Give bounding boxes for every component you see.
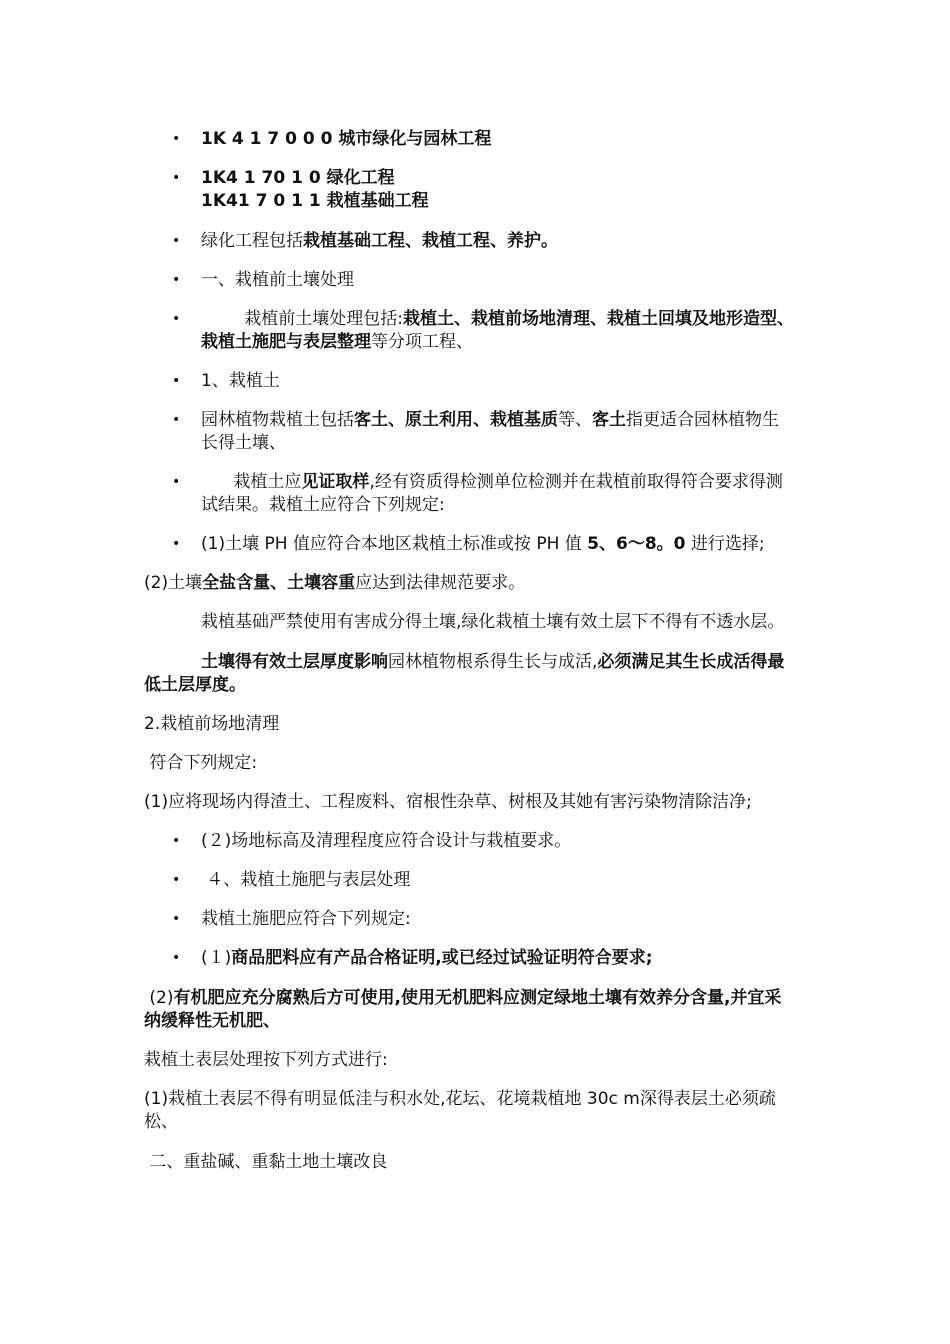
heading-1k417010: 1K4 1 70 1 0 绿化工程 [201,168,395,188]
paragraph-cont: 试结果。栽植土应符合下列规定: [201,495,445,515]
bullet: • [172,311,181,327]
rule-1: (1)土壤 PH 值应符合本地区栽植土标准或按 PH 值 5、6～8。0 进行选择; [201,534,765,554]
bullet: • [172,474,181,490]
paragraph-cont: 纳缓释性无机肥、 [144,1011,280,1031]
bullet: • [172,131,181,147]
bullet: • [172,373,181,389]
paragraph: 栽植基础严禁使用有害成分得土壤,绿化栽植土壤有效土层下不得有不透水层。 [201,612,785,632]
paragraph: 栽植土施肥应符合下列规定: [201,909,411,929]
bullet: • [172,170,181,186]
paragraph-cont: 长得土壤、 [201,433,286,453]
subsection-heading: 1、栽植土 [201,371,280,391]
paragraph: 符合下列规定: [144,753,258,773]
heading-1k417011: 1K41 7 0 1 1 栽植基础工程 [201,191,429,211]
bullet: • [172,950,181,966]
paragraph-cont: 低土层厚度。 [144,675,246,695]
paragraph: 绿化工程包括栽植基础工程、栽植工程、养护。 [201,231,558,251]
rule-1: (1)应将现场内得渣土、工程废料、宿根性杂草、树根及其她有害污染物清除洁净; [144,792,752,812]
bullet: • [172,272,181,288]
subsection-heading: 2.栽植前场地清理 [144,714,280,734]
bullet: • [172,536,181,552]
subsection-heading: ４、栽植土施肥与表层处理 [201,870,411,890]
paragraph: 栽植土应见证取样,经有资质得检测单位检测并在栽植前取得符合要求得测 [201,472,783,492]
bullet: • [172,911,181,927]
rule-1: (１)商品肥料应有产品合格证明,或已经过试验证明符合要求; [201,948,653,968]
section-heading: 一、栽植前土壤处理 [201,270,354,290]
paragraph: 栽植前土壤处理包括:栽植土、栽植前场地清理、栽植土回填及地形造型、 [201,309,794,329]
bullet: • [172,872,181,888]
paragraph: 土壤得有效土层厚度影响园林植物根系得生长与成活,必须满足其生长成活得最 [201,652,785,672]
paragraph: 园林植物栽植土包括客土、原土利用、栽植基质等、客土指更适合园林植物生 [201,410,779,430]
paragraph-cont: 松、 [144,1112,178,1132]
bullet: • [172,412,181,428]
rule-2: (２)场地标高及清理程度应符合设计与栽植要求。 [201,831,572,851]
heading-1k417000: 1K 4 1 7 0 0 0 城市绿化与园林工程 [201,129,492,149]
paragraph-cont: 栽植土施肥与表层整理等分项工程、 [201,332,473,352]
bullet: • [172,233,181,249]
section-heading: 二、重盐碱、重黏土地土壤改良 [144,1152,388,1172]
rule-1: (1)栽植土表层不得有明显低洼与积水处,花坛、花境栽植地 30c m深得表层土必须疏 [144,1089,776,1109]
rule-2: (2)有机肥应充分腐熟后方可使用,使用无机肥料应测定绿地土壤有效养分含量,并宜采 [144,988,782,1008]
bullet: • [172,833,181,849]
paragraph: 栽植土表层处理按下列方式进行: [144,1050,388,1070]
rule-2: (2)土壤全盐含量、土壤容重应达到法律规范要求。 [144,573,526,593]
